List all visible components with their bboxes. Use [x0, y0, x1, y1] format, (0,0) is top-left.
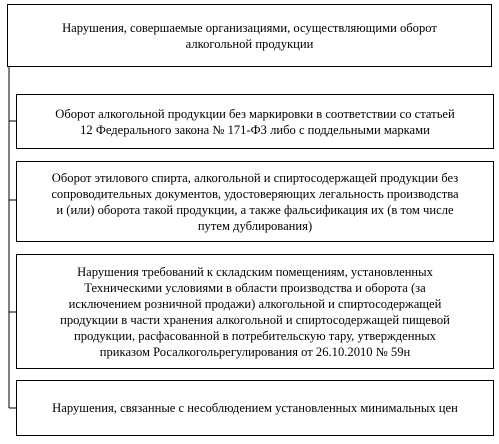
root-category-text [62, 20, 437, 52]
text-line: путем дублирования) [197, 218, 313, 233]
root-line-1: Нарушения, совершаемые организациями, осуществляющими оборот [62, 20, 437, 35]
violation-text [51, 170, 458, 234]
text-line: Нарушения, связанные с несоблюдением установленных минимальных цен [52, 401, 458, 415]
text-line: продукции, расфасованной в потребительскую тару, утвержденных [74, 328, 436, 343]
violation-text [60, 264, 450, 360]
text-line: Оборот алкогольной продукции без маркировки в соответствии со статьей [55, 106, 455, 121]
text-line: 12 Федерального закона № 171-ФЗ либо с поддельными марками [80, 122, 430, 137]
text-line: продукции в части хранения алкогольной и спиртосодержащей пищевой [60, 312, 450, 327]
text-line: исключением розничной продажи) алкогольной и спиртосодержащей [68, 296, 442, 311]
root-line-2: алкогольной продукции [185, 36, 314, 51]
violation-box-warehouse-requirements [16, 254, 494, 369]
violation-box-unmarked-products [16, 94, 494, 149]
text-line: Нарушения требований к складским помещениям, установленных [77, 264, 433, 279]
violation-text [55, 106, 455, 138]
violation-box-minimum-prices [16, 380, 494, 436]
text-line: и (или) оборота такой продукции, а также фальсификация их (в том числе [56, 202, 454, 217]
violation-box-no-documents [16, 161, 494, 242]
root-category-box [7, 4, 492, 67]
text-line: Оборот этилового спирта, алкогольной и спиртосодержащей продукции без [51, 170, 459, 185]
text-line: Техническими условиями в области производства и оборота (за [84, 280, 426, 295]
violation-text [52, 400, 458, 416]
text-line: приказом Росалкогольрегулирования от 26.10.2010 № 59н [99, 344, 411, 359]
text-line: сопроводительных документов, удостоверяющих легальность производства [51, 186, 459, 201]
